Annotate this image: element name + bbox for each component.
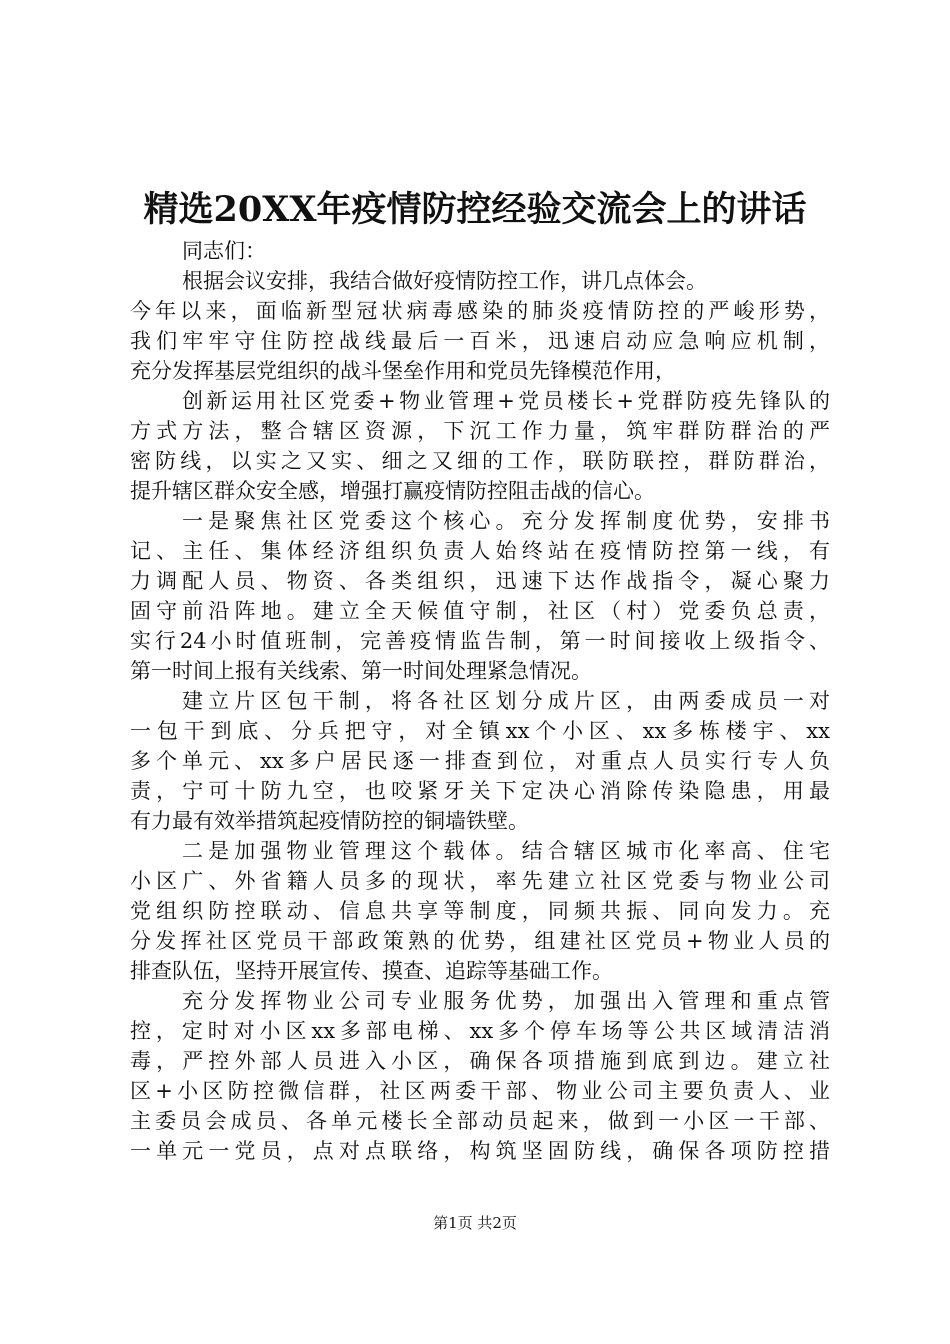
text-line: 同志们： xyxy=(182,239,266,263)
text-line: 二是加强物业管理这个载体。结合辖区城市化率高、住宅 xyxy=(182,839,830,863)
text-line: 今年以来，面临新型冠状病毒感染的肺炎疫情防控的严峻形势， xyxy=(130,299,830,323)
page-footer: 第1页 共2页 xyxy=(433,1214,517,1232)
text-line: 方式方法，整合辖区资源，下沉工作力量，筑牢群防群治的严 xyxy=(130,419,830,443)
text-line: 创新运用社区党委+物业管理+党员楼长+党群防疫先锋队的 xyxy=(182,389,830,413)
text-line: 多个单元、xx多户居民逐一排查到位，对重点人员实行专人负 xyxy=(130,749,830,773)
text-line: 有力最有效举措筑起疫情防控的铜墙铁壁。 xyxy=(130,809,529,833)
text-line: 主委员会成员、各单元楼长全部动员起来，做到一小区一干部、 xyxy=(130,1109,830,1133)
text-line: 责，宁可十防九空，也咬紧牙关下定决心消除传染隐患，用最 xyxy=(130,779,830,803)
text-line: 一包干到底、分兵把守，对全镇xx个小区、xx多栋楼宇、xx xyxy=(130,719,830,743)
text-line: 密防线，以实之又实、细之又细的工作，联防联控，群防群治， xyxy=(130,449,830,473)
text-line: 实行24小时值班制，完善疫情监告制，第一时间接收上级指令、 xyxy=(130,629,830,653)
document-body xyxy=(130,236,830,1166)
text-line: 排查队伍，坚持开展宣传、摸查、追踪等基础工作。 xyxy=(130,959,613,983)
text-line: 第一时间上报有关线索、第一时间处理紧急情况。 xyxy=(130,659,592,683)
text-line: 区+小区防控微信群，社区两委干部、物业公司主要负责人、业 xyxy=(130,1079,830,1103)
text-line: 建立片区包干制，将各社区划分成片区，由两委成员一对 xyxy=(182,689,830,713)
text-line: 控，定时对小区xx多部电梯、xx多个停车场等公共区域清洁消 xyxy=(130,1019,830,1043)
text-line: 力调配人员、物资、各类组织，迅速下达作战指令，凝心聚力 xyxy=(130,569,830,593)
text-line: 充分发挥基层党组织的战斗堡垒作用和党员先锋模范作用， xyxy=(130,359,676,383)
text-line: 毒，严控外部人员进入小区，确保各项措施到底到边。建立社 xyxy=(130,1049,830,1073)
document-title: 精选20XX年疫情防控经验交流会上的讲话 xyxy=(143,189,807,230)
text-line: 根据会议安排，我结合做好疫情防控工作，讲几点体会。 xyxy=(182,269,707,293)
text-line: 一是聚焦社区党委这个核心。充分发挥制度优势，安排书 xyxy=(182,509,830,533)
text-line: 我们牢牢守住防控战线最后一百米，迅速启动应急响应机制， xyxy=(130,329,830,353)
text-line: 记、主任、集体经济组织负责人始终站在疫情防控第一线，有 xyxy=(130,539,830,563)
text-line: 提升辖区群众安全感，增强打赢疫情防控阻击战的信心。 xyxy=(130,479,655,503)
text-line: 充分发挥物业公司专业服务优势，加强出入管理和重点管 xyxy=(182,989,830,1013)
text-line: 党组织防控联动、信息共享等制度，同频共振、同向发力。充 xyxy=(130,899,830,923)
text-line: 小区广、外省籍人员多的现状，率先建立社区党委与物业公司 xyxy=(130,869,830,893)
text-line: 固守前沿阵地。建立全天候值守制，社区（村）党委负总责， xyxy=(130,599,830,623)
text-line: 一单元一党员，点对点联络，构筑坚固防线，确保各项防控措 xyxy=(130,1139,830,1163)
text-line: 分发挥社区党员干部政策熟的优势，组建社区党员+物业人员的 xyxy=(130,929,830,953)
